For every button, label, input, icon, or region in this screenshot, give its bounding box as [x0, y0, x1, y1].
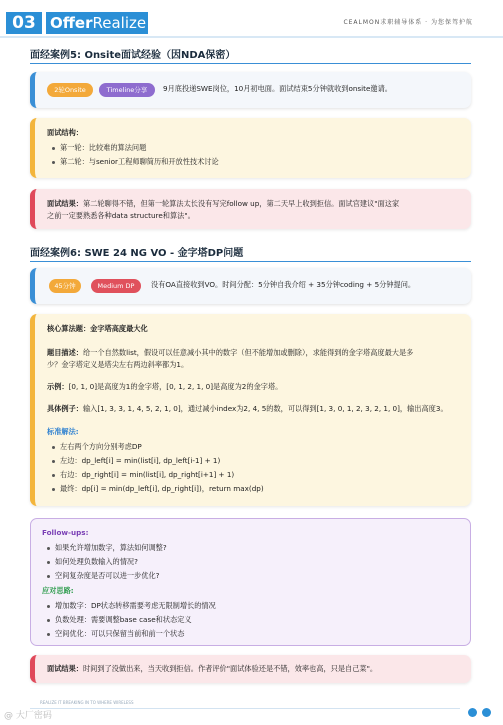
case6-concrete-text: 输入[1, 3, 3, 1, 4, 5, 2, 1, 0]，通过减小index为2, 4, 5的数，可以得到[1, 3, 0, 1, 2, 3, 2, 1, 0]，输出高度3。 — [82, 404, 448, 413]
case6-solution-title: 标准解法: — [47, 427, 79, 436]
brand-name-b: Realize — [92, 14, 147, 32]
case6-followup-card — [30, 518, 471, 646]
case6-desc-text-1: 给一个自然数list，假设可以任意减小其中的数字（但不能增加或删除），求能得到的金字塔高度最大是多 — [82, 348, 414, 357]
case6-core-title: 核心算法题：金字塔高度最大化 — [47, 324, 148, 333]
header-divider — [0, 36, 503, 38]
case6-summary-text: 没有OA直接收到VO。时间分配：5分钟自我介绍 + 35分钟coding + 5分钟提问。 — [151, 280, 416, 289]
case6-title-underline — [30, 261, 471, 262]
case6-desc-line1 — [47, 348, 413, 358]
case6-followup-item-1: 如果允许增加数字，算法如何调整? — [55, 543, 167, 552]
case6-desc-label: 题目描述： — [47, 348, 83, 357]
case5-tag-rounds: 2轮Onsite — [47, 83, 93, 97]
case6-solution-item-1: 左右两个方向分别考虑DP — [60, 442, 142, 451]
case6-solution-item-2: 左边：dp_left[i] = min(list[i], dp_left[i-1] + 1) — [60, 456, 221, 465]
case5-structure-item-2: 第二轮：与senior工程师聊简历和开放性技术讨论 — [60, 157, 219, 166]
case6-answer-item-1: 增加数字：DP状态转移需要考虑无限制增长的情况 — [55, 601, 216, 610]
bullet-dot — [47, 633, 50, 636]
watermark: @ 大厂密码 — [4, 711, 52, 721]
case5-summary-text: 9月底投递SWE岗位，10月初电面。面试结束5分钟就收到onsite邀请。 — [163, 84, 392, 93]
bullet-dot — [52, 488, 55, 491]
case6-summary-card — [30, 268, 471, 304]
case6-example-label: 示例： — [47, 382, 69, 391]
case5-result-text-1: 第二轮聊得不错，但第一轮算法太长没有写完follow up，第二天早上收到拒信。面试官建议"面这家 — [82, 199, 400, 208]
case5-tag-timeline: Timeline分享 — [99, 83, 155, 97]
case6-solution-item-4: 最终：dp[i] = min(dp_left[i], dp_right[i])，return max(dp) — [60, 484, 264, 493]
bullet-dot — [47, 547, 50, 550]
page-header — [0, 0, 503, 38]
bullet-dot — [52, 147, 55, 150]
case6-problem-card — [30, 314, 471, 506]
bullet-dot — [52, 446, 55, 449]
bullet-dot — [47, 619, 50, 622]
case6-result-label: 面试结果： — [47, 664, 83, 673]
case6-desc-line2: 少？金字塔定义是塔尖左右两边斜率都为1。 — [47, 360, 189, 369]
case5-title: 面经案例5: Onsite面试经验（因NDA保密） — [30, 50, 236, 61]
case5-result-line1 — [47, 199, 399, 209]
case6-example — [47, 382, 282, 392]
case6-followup-item-2: 如何处理负数输入的情况? — [55, 557, 138, 566]
case6-result-text: 时间到了没做出来，当天收到拒信。作者评价"面试体验还是不错，效率也高，只是自己菜"。 — [82, 664, 378, 673]
case5-result-line2: 之前一定要熟悉各种data structure和算法"。 — [47, 211, 195, 220]
case6-tag-difficulty: Medium DP — [91, 279, 141, 293]
bullet-dot — [47, 561, 50, 564]
bullet-dot — [47, 605, 50, 608]
case6-answer-item-3: 空间优化：可以只保留当前和前一个状态 — [55, 629, 185, 638]
brand-name-a: Offer — [50, 14, 93, 32]
case5-structure-title: 面试结构： — [47, 128, 83, 137]
case5-summary-card — [30, 72, 471, 108]
case6-concrete-example — [47, 404, 448, 414]
case6-concrete-label: 具体例子： — [47, 404, 83, 413]
page-footer — [0, 698, 503, 725]
case5-structure-card — [30, 118, 471, 178]
case6-example-text: [0, 1, 0]是高度为1的金字塔，[0, 1, 2, 1, 0]是高度为2的金字塔。 — [68, 382, 283, 391]
footer-small-text: REALIZE IT BREAKING IN TO WHERE WIRELESS — [40, 700, 134, 705]
case6-result-line — [47, 664, 377, 674]
bullet-dot — [52, 474, 55, 477]
case6-answer-item-2: 负数处理：需要调整base case和状态定义 — [55, 615, 192, 624]
chapter-number: 03 — [6, 12, 42, 34]
case6-tag-duration: 45分钟 — [49, 279, 81, 293]
header-tagline: CEALMON求职辅导体系 · 为您保驾护航 — [343, 19, 473, 26]
footer-dot — [468, 708, 477, 717]
case5-structure-item-1: 第一轮：比较难的算法问题 — [60, 143, 147, 152]
case5-title-underline — [30, 63, 471, 64]
case5-result-label: 面试结果： — [47, 199, 83, 208]
bullet-dot — [52, 161, 55, 164]
case6-result-card — [30, 655, 471, 683]
case6-followup-item-3: 空间复杂度是否可以进一步优化? — [55, 571, 160, 580]
brand-logo — [46, 12, 148, 34]
footer-dots-icon — [468, 702, 491, 721]
case6-followup-title: Follow-ups: — [42, 528, 89, 537]
footer-divider — [30, 708, 460, 709]
case6-answer-title: 应对思路: — [42, 586, 74, 595]
bullet-dot — [52, 460, 55, 463]
case6-title: 面经案例6: SWE 24 NG VO - 金字塔DP问题 — [30, 248, 244, 259]
case5-result-card — [30, 189, 471, 229]
footer-dot — [482, 708, 491, 717]
bullet-dot — [47, 575, 50, 578]
case6-solution-item-3: 右边：dp_right[i] = min(list[i], dp_right[i+1] + 1) — [60, 470, 235, 479]
